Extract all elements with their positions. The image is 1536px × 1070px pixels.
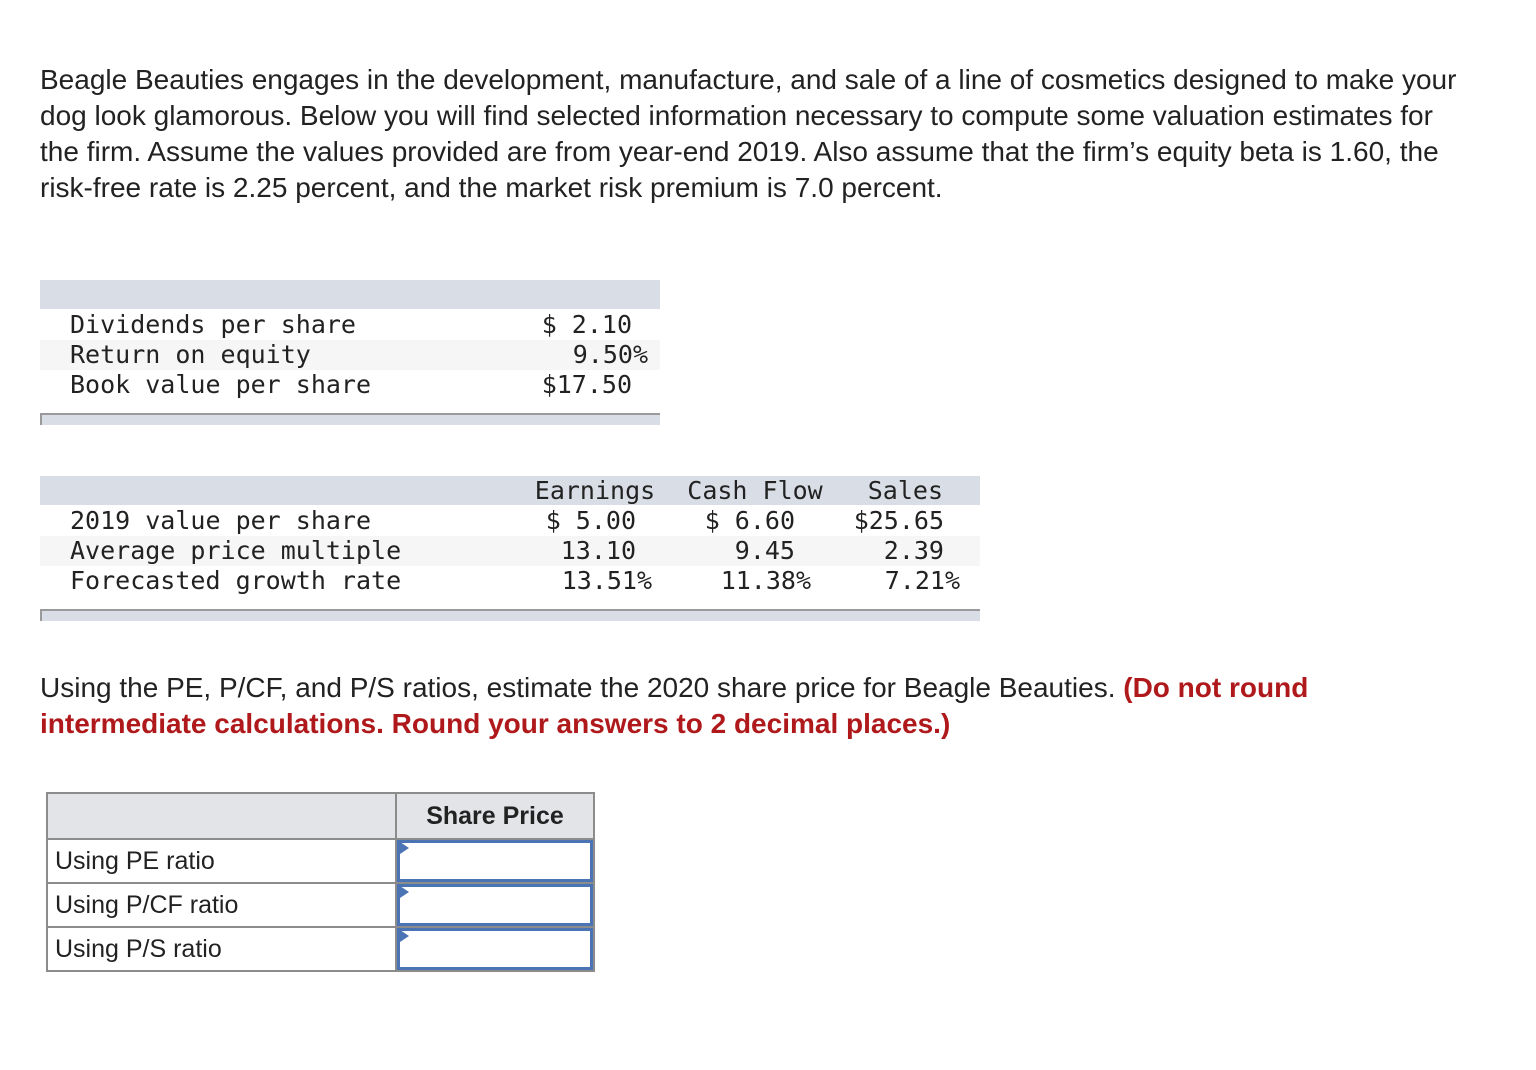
row-label-book-value: Book value per share (70, 370, 372, 399)
earnings-price-multiple: 13.10 (560, 536, 636, 565)
value-roe: 9.50% (572, 340, 648, 369)
col-header-sales: Sales (867, 476, 943, 505)
table-header-band (40, 476, 980, 505)
value-book-value: $17.50 (541, 370, 632, 399)
col-header-earnings: Earnings (534, 476, 656, 505)
row-label-value-per-share: 2019 value per share (70, 506, 372, 535)
cash-flow-value-per-share: $ 6.60 (704, 506, 795, 535)
table-bottom-rule (40, 413, 660, 425)
input-marker-icon (397, 884, 409, 900)
input-marker-icon (397, 928, 409, 944)
question-instruction: (Do not round intermediate calculations. Round your answers to 2 decimal places.) (40, 672, 1309, 739)
answer-row-pe (47, 839, 594, 883)
cash-flow-growth-rate: 11.38% (720, 566, 811, 595)
row-label-dividends: Dividends per share (70, 310, 356, 339)
sales-value-per-share: $25.65 (853, 506, 944, 535)
answer-row-pcf (47, 883, 594, 927)
answer-cell-ps (396, 927, 594, 971)
table-header-band (40, 280, 660, 309)
earnings-growth-rate: 13.51% (561, 566, 652, 595)
value-dividends: $ 2.10 (541, 310, 632, 339)
answer-label-ps: Using P/S ratio (47, 927, 396, 971)
problem-statement: Beagle Beauties engages in the development, manufacture, and sale of a line of cosmetics designed to make your dog look glamorous. Below you will find selected information necessary to compute some valuation estimates for the firm. Assume the values provided are from year-end 2019. Also assume that the firm’s equity beta is 1.60, the risk-free rate is 2.25 percent, and the market risk premium is 7.0 percent. (40, 64, 1457, 203)
answer-label-pe: Using PE ratio (47, 839, 396, 883)
col-header-cash-flow: Cash Flow (687, 476, 823, 505)
earnings-value-per-share: $ 5.00 (545, 506, 636, 535)
table-bottom-tick (40, 413, 42, 425)
input-marker-icon (397, 840, 409, 856)
sales-growth-rate: 7.21% (884, 566, 960, 595)
row-label-price-multiple: Average price multiple (70, 536, 402, 565)
answer-cell-pcf (396, 883, 594, 927)
row-label-roe: Return on equity (70, 340, 311, 369)
answer-cell-pe (396, 839, 594, 883)
answer-header-row (47, 793, 594, 839)
sales-price-multiple: 2.39 (883, 536, 944, 565)
question-prompt (40, 670, 1480, 742)
answer-header-blank (47, 793, 396, 839)
ps-share-price-input[interactable] (397, 928, 593, 970)
question-text: Using the PE, P/CF, and P/S ratios, estimate the 2020 share price for Beagle Beauties. (40, 672, 1124, 703)
answer-label-pcf: Using P/CF ratio (47, 883, 396, 927)
table-bottom-tick (40, 609, 42, 621)
answer-table (46, 792, 595, 972)
table-bottom-rule (40, 609, 980, 621)
col-header-share-price: Share Price (396, 793, 594, 839)
pe-share-price-input[interactable] (397, 840, 593, 882)
row-label-growth-rate: Forecasted growth rate (70, 566, 402, 595)
pcf-share-price-input[interactable] (397, 884, 593, 926)
answer-row-ps (47, 927, 594, 971)
cash-flow-price-multiple: 9.45 (734, 536, 795, 565)
